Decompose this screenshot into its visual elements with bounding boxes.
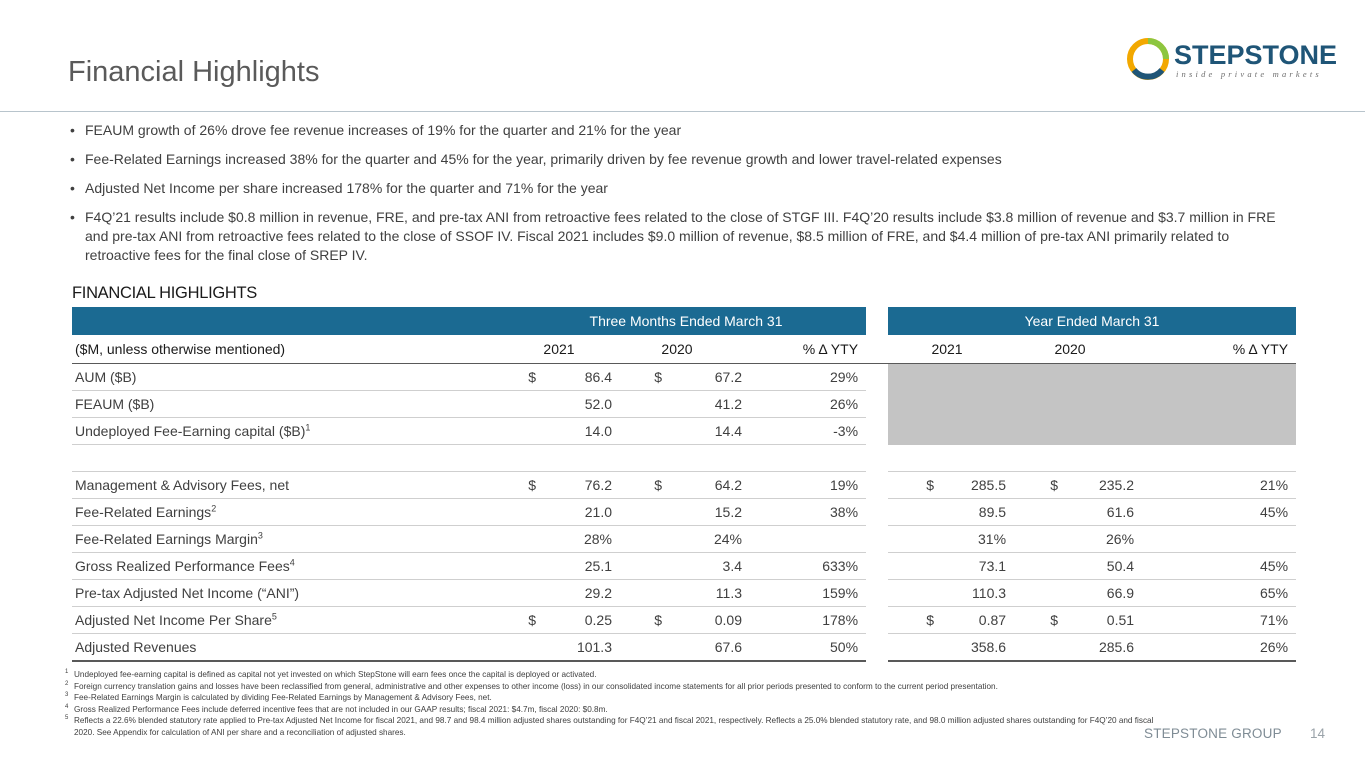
footnote-mark: 2 bbox=[65, 680, 69, 687]
value-y-change: 26% bbox=[1134, 634, 1296, 662]
currency-symbol bbox=[1006, 634, 1062, 662]
value-q-2021: 21.0 bbox=[540, 499, 612, 526]
footnote bbox=[65, 681, 1155, 693]
value-q-2021: 29.2 bbox=[540, 580, 612, 607]
footnote-text: Gross Realized Performance Fees include deferred incentive fees that are not included in our GAAP results; fiscal 2021: $4.7m, fiscal 2020: $0.8m. bbox=[74, 704, 608, 714]
row-label: Adjusted Revenues bbox=[72, 634, 506, 662]
footnote-text: Foreign currency translation gains and losses have been reclassified from general, administrative and other expenses to other income (loss) in our consolidated income statements for all prior periods presented to conform to the current period presentation. bbox=[74, 681, 998, 691]
value-y-2020: 0.51 bbox=[1062, 607, 1134, 634]
value-q-change: 29% bbox=[742, 364, 866, 391]
bullet-icon: • bbox=[70, 122, 75, 138]
currency-symbol bbox=[612, 391, 666, 418]
value-q-2020: 14.4 bbox=[666, 418, 742, 445]
currency-symbol bbox=[506, 418, 540, 445]
currency-symbol bbox=[1006, 499, 1062, 526]
currency-symbol: $ bbox=[1006, 472, 1062, 499]
value-y-2021: 89.5 bbox=[938, 499, 1006, 526]
footer-brand: STEPSTONE GROUP bbox=[1144, 726, 1282, 741]
col-q-change: % Δ YTY bbox=[742, 335, 866, 364]
currency-symbol bbox=[506, 553, 540, 580]
currency-symbol bbox=[506, 634, 540, 662]
stepstone-logo bbox=[1124, 36, 1338, 82]
not-applicable-cell bbox=[888, 391, 1296, 418]
footnote-ref: 3 bbox=[257, 530, 263, 541]
currency-symbol bbox=[612, 499, 666, 526]
logo-rings-icon bbox=[1126, 37, 1170, 81]
table-row bbox=[72, 553, 1296, 580]
currency-symbol: $ bbox=[506, 607, 540, 634]
currency-symbol: $ bbox=[506, 364, 540, 391]
currency-symbol bbox=[888, 580, 938, 607]
currency-symbol bbox=[506, 391, 540, 418]
logo-tagline: inside private markets bbox=[1176, 69, 1322, 79]
row-label: FEAUM ($B) bbox=[72, 391, 506, 418]
currency-symbol bbox=[612, 634, 666, 662]
currency-symbol bbox=[888, 526, 938, 553]
footnote bbox=[65, 715, 1155, 738]
footnote-ref: 1 bbox=[305, 422, 311, 433]
value-q-change: 633% bbox=[742, 553, 866, 580]
currency-symbol: $ bbox=[506, 472, 540, 499]
highlight-bullets bbox=[68, 121, 1298, 275]
row-label: AUM ($B) bbox=[72, 364, 506, 391]
value-y-2020: 66.9 bbox=[1062, 580, 1134, 607]
table-row bbox=[72, 634, 1296, 662]
col-q-2020: 2020 bbox=[612, 335, 742, 364]
footnote-text: Fee-Related Earnings Margin is calculated by dividing Fee-Related Earnings by Management & Advisory Fees, net. bbox=[74, 693, 492, 702]
row-label: Gross Realized Performance Fees$^4$ bbox=[72, 553, 506, 580]
table-row bbox=[72, 472, 1296, 499]
footnote bbox=[65, 704, 1155, 716]
value-q-change: 159% bbox=[742, 580, 866, 607]
table-header-band bbox=[72, 307, 506, 335]
currency-symbol bbox=[506, 499, 540, 526]
value-y-change: 21% bbox=[1134, 472, 1296, 499]
col-y-2020: 2020 bbox=[1006, 335, 1134, 364]
value-y-2021: 110.3 bbox=[938, 580, 1006, 607]
footnote-mark: 4 bbox=[65, 703, 69, 710]
not-applicable-cell bbox=[888, 418, 1296, 445]
value-q-2021: 0.25 bbox=[540, 607, 612, 634]
table-column-header-row bbox=[72, 335, 1296, 364]
currency-symbol bbox=[888, 634, 938, 662]
value-q-2021: 101.3 bbox=[540, 634, 612, 662]
col-y-change: % Δ YTY bbox=[1134, 335, 1296, 364]
value-q-change: 50% bbox=[742, 634, 866, 662]
value-q-2020: 3.4 bbox=[666, 553, 742, 580]
bullet-item: • Fee-Related Earnings increased 38% for the quarter and 45% for the year, primarily driven by fee revenue growth and lower travel-related expenses bbox=[70, 151, 1002, 167]
value-y-2020: 26% bbox=[1062, 526, 1134, 553]
currency-symbol bbox=[612, 526, 666, 553]
bullet-item: • F4Q’21 results include $0.8 million in revenue, FRE, and pre-tax ANI from retroactive fees related to the close of STGF III. F4Q’20 results include $3.8 million of revenue and $3.7 million in FRE and pre-tax ANI from retroactive fees related to the close of SSOF IV. Fiscal 2021 includes $9.0 million of revenue, $8.5 million of FRE, and $4.4 million of pre-tax ANI primarily related to retroactive fees for the final close of SREP IV. bbox=[70, 209, 1276, 263]
bullet-icon: • bbox=[70, 209, 75, 225]
value-y-change: 65% bbox=[1134, 580, 1296, 607]
value-q-change: 38% bbox=[742, 499, 866, 526]
value-y-2021: 285.5 bbox=[938, 472, 1006, 499]
table-row bbox=[72, 607, 1296, 634]
value-q-2021: 86.4 bbox=[540, 364, 612, 391]
currency-symbol: $ bbox=[612, 364, 666, 391]
value-q-change: 178% bbox=[742, 607, 866, 634]
value-q-change: 19% bbox=[742, 472, 866, 499]
value-y-2020: 285.6 bbox=[1062, 634, 1134, 662]
footnote-ref: 4 bbox=[289, 557, 295, 568]
footnote-mark: 1 bbox=[65, 669, 69, 675]
value-q-2020: 11.3 bbox=[666, 580, 742, 607]
value-y-2020: 235.2 bbox=[1062, 472, 1134, 499]
value-y-change: 45% bbox=[1134, 553, 1296, 580]
currency-symbol: $ bbox=[1006, 607, 1062, 634]
value-y-2021: 0.87 bbox=[938, 607, 1006, 634]
value-q-2021: 28% bbox=[540, 526, 612, 553]
value-q-2020: 0.09 bbox=[666, 607, 742, 634]
bullet-item: • Adjusted Net Income per share increased 178% for the quarter and 71% for the year bbox=[70, 180, 608, 196]
row-label: Fee-Related Earnings Margin$^3$ bbox=[72, 526, 506, 553]
currency-symbol bbox=[1006, 526, 1062, 553]
currency-symbol bbox=[1006, 553, 1062, 580]
logo-wordmark: STEPSTONE bbox=[1174, 40, 1338, 70]
value-q-2021: 52.0 bbox=[540, 391, 612, 418]
value-y-2020: 50.4 bbox=[1062, 553, 1134, 580]
value-q-change bbox=[742, 526, 866, 553]
title-divider bbox=[0, 111, 1365, 112]
value-q-2020: 64.2 bbox=[666, 472, 742, 499]
col-y-2021: 2021 bbox=[888, 335, 1006, 364]
table-row bbox=[72, 391, 1296, 418]
table-row bbox=[72, 364, 1296, 391]
row-label: Pre-tax Adjusted Net Income (“ANI”) bbox=[72, 580, 506, 607]
currency-symbol bbox=[506, 580, 540, 607]
table-group-header-row bbox=[72, 307, 1296, 335]
footnote-ref: 2 bbox=[211, 503, 217, 514]
bullet-icon: • bbox=[70, 180, 75, 196]
bullet-icon: • bbox=[70, 151, 75, 167]
table-row bbox=[72, 499, 1296, 526]
currency-symbol bbox=[612, 418, 666, 445]
currency-symbol bbox=[506, 526, 540, 553]
page-number: 14 bbox=[1310, 726, 1326, 741]
bullet-item: • FEAUM growth of 26% drove fee revenue increases of 19% for the quarter and 21% for the year bbox=[70, 122, 682, 138]
value-y-2021: 31% bbox=[938, 526, 1006, 553]
row-label: Undeployed Fee-Earning capital ($B)$^1$ bbox=[72, 418, 506, 445]
group-three-months: Three Months Ended March 31 bbox=[506, 307, 866, 335]
currency-symbol bbox=[888, 499, 938, 526]
value-y-2021: 358.6 bbox=[938, 634, 1006, 662]
value-q-2020: 67.6 bbox=[666, 634, 742, 662]
page-title: Financial Highlights bbox=[68, 56, 320, 88]
currency-symbol bbox=[612, 553, 666, 580]
row-label: Management & Advisory Fees, net bbox=[72, 472, 506, 499]
group-year: Year Ended March 31 bbox=[888, 307, 1296, 335]
value-q-change: 26% bbox=[742, 391, 866, 418]
value-q-2020: 15.2 bbox=[666, 499, 742, 526]
value-y-change: 45% bbox=[1134, 499, 1296, 526]
spacer-row bbox=[72, 445, 1296, 472]
currency-symbol: $ bbox=[888, 607, 938, 634]
currency-symbol: $ bbox=[612, 472, 666, 499]
row-label: Adjusted Net Income Per Share$^5$ bbox=[72, 607, 506, 634]
currency-symbol: $ bbox=[612, 607, 666, 634]
table-row bbox=[72, 526, 1296, 553]
value-q-change: -3% bbox=[742, 418, 866, 445]
value-y-change bbox=[1134, 526, 1296, 553]
table-row bbox=[72, 418, 1296, 445]
value-q-2020: 24% bbox=[666, 526, 742, 553]
footnotes bbox=[65, 669, 1155, 738]
value-q-2020: 41.2 bbox=[666, 391, 742, 418]
value-y-change: 71% bbox=[1134, 607, 1296, 634]
footnote-mark: 5 bbox=[65, 715, 69, 721]
col-q-2021: 2021 bbox=[506, 335, 612, 364]
units-label: ($M, unless otherwise mentioned) bbox=[72, 335, 506, 364]
value-q-2021: 14.0 bbox=[540, 418, 612, 445]
footnote-text: Reflects a 22.6% blended statutory rate applied to Pre-tax Adjusted Net Income for fiscal 2021, and 98.7 and 98.4 million adjusted shares outstanding for F4Q’21 and fiscal 2021, respectively. Reflects a 25.0% blended statutory rate, and 98.0 million adjusted shares outstanding for F4Q’20 and fiscal 2020. See Appendix for calculation of ANI per share and a reconciliation of adjusted shares. bbox=[74, 716, 1154, 737]
not-applicable-cell bbox=[888, 364, 1296, 391]
value-y-2021: 73.1 bbox=[938, 553, 1006, 580]
value-q-2021: 76.2 bbox=[540, 472, 612, 499]
footnote bbox=[65, 669, 1155, 681]
footnote-ref: 5 bbox=[271, 611, 277, 622]
footnote-text: Undeployed fee-earning capital is defined as capital not yet invested on which StepStone will earn fees once the capital is deployed or activated. bbox=[74, 670, 597, 679]
financial-highlights-table bbox=[72, 307, 1296, 662]
section-label: FINANCIAL HIGHLIGHTS bbox=[72, 284, 257, 302]
value-q-2021: 25.1 bbox=[540, 553, 612, 580]
currency-symbol bbox=[1006, 580, 1062, 607]
value-q-2020: 67.2 bbox=[666, 364, 742, 391]
currency-symbol bbox=[612, 580, 666, 607]
currency-symbol: $ bbox=[888, 472, 938, 499]
currency-symbol bbox=[888, 553, 938, 580]
footnote-mark: 3 bbox=[65, 692, 69, 698]
table-row bbox=[72, 580, 1296, 607]
footnote bbox=[65, 692, 1155, 704]
row-label: Fee-Related Earnings$^2$ bbox=[72, 499, 506, 526]
value-y-2020: 61.6 bbox=[1062, 499, 1134, 526]
